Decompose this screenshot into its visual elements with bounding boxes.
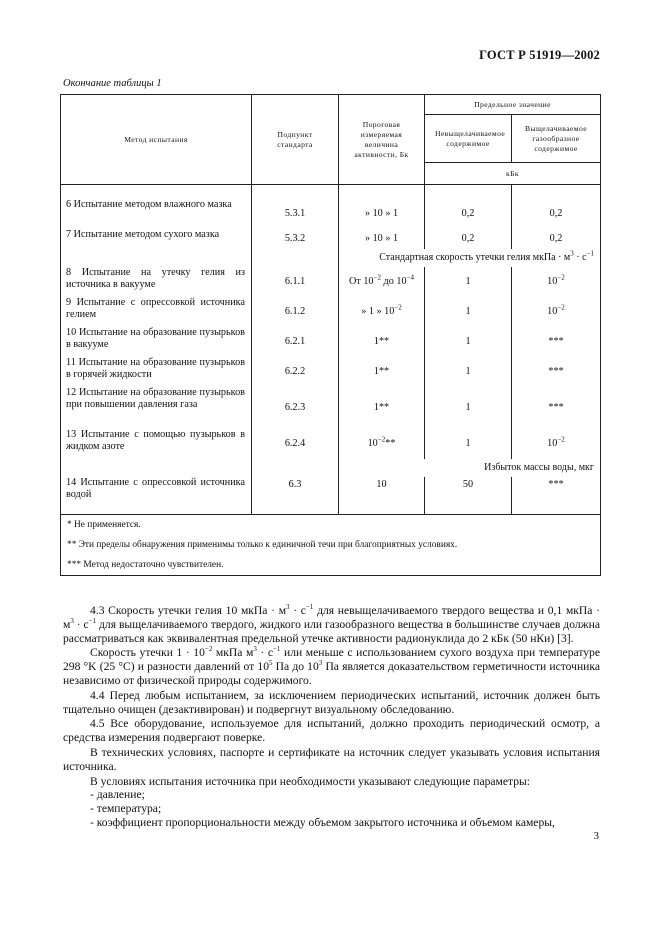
- table-note: *** Метод недостаточно чувствителен.: [61, 555, 601, 576]
- table-row: 13 Испытание с помощью пузырьков в жидком азоте 6.2.4 $10^{-2}**$ 1 $10^{-2}$: [61, 429, 601, 459]
- table-row: 7 Испытание методом сухого мазка 5.3.2 » 10 » 1 0,2 0,2: [61, 229, 601, 249]
- paragraph-leak-rate: Скорость утечки $1 \cdot 10^{-2}$ мкПа $м^3 \cdot с^{-1}$ или меньше с использованием сухого воздуха при температуре 298 °K (25 °C) и разности давлений от $10^5$ Па до $10^3$ Па является доказательством герметичности источника независимо от физической природы содержимого.: [63, 645, 600, 687]
- table-row: 10 Испытание на образование пузырьков в вакууме 6.2.1 1** 1 ***: [61, 327, 601, 357]
- header-method: Метод испытания: [61, 95, 252, 185]
- paragraph-params: В условиях испытания источника при необходимости указывают следующие параметры:: [90, 774, 531, 788]
- table-row: 14 Испытание с опрессовкой источника водой 6.3 10 50 ***: [61, 477, 601, 515]
- list-item: - температура;: [90, 802, 162, 816]
- paragraph-4-5: 4.5 Все оборудование, используемое для испытаний, должно проходить периодический осмотр, а средства измерения подвергают поверке.: [63, 717, 600, 745]
- section-water-excess: Избыток массы воды, мкг: [339, 459, 601, 477]
- list-item: - коэффициент пропорциональности между объемом закрытого источника и объемом камеры,: [90, 815, 555, 829]
- header-threshold: Пороговая измеряемая величина активности, Бк: [339, 95, 425, 185]
- table-row: 11 Испытание на образование пузырьков в горячей жидкости 6.2.2 1** 1 ***: [61, 357, 601, 387]
- table-row: 6 Испытание методом влажного мазка 5.3.1 » 10 » 1 0,2 0,2: [61, 199, 601, 229]
- header-subclause: Подпункт стандарта: [252, 95, 339, 185]
- section-helium-rate: Стандартная скорость утечки гелия мкПа · $м^3 \cdot с^{-1}$: [339, 249, 601, 267]
- table-row: 8 Испытание на утечку гелия из источника в вакууме 6.1.1 От $10^{-2}$ до $10^{-4}$ 1 $10^{-2}$: [61, 267, 601, 297]
- standard-number: ГОСТ Р 51919—2002: [479, 48, 600, 62]
- paragraph-4-3: 4.3 Скорость утечки гелия 10 мкПа · $м^3 \cdot с^{-1}$ для невыщелачиваемого твердого вещества и 0,1 мкПа · $м^3 \cdot с^{-1}$ для выщелачиваемого твердого, жидкого или газообразного вещества в большинстве случаев должна рассматриваться как эквивалентная предельной утечке активности радионуклида до 2 кБк (50 нКи) [3].: [63, 603, 600, 645]
- paragraph-4-4: 4.4 Перед любым испытанием, за исключением периодических испытаний, источник должен быть тщательно очищен (дезактивирован) и подвергнут визуальному обследованию.: [63, 688, 600, 716]
- list-item: - давление;: [90, 788, 145, 802]
- test-methods-table: [60, 94, 601, 576]
- header-leach: Выщелачиваемое газообразное содержимое: [512, 115, 601, 163]
- header-limit: Предельное значение: [425, 95, 601, 115]
- table-row: 12 Испытание на образование пузырьков при повышении давления газа 6.2.3 1** 1 ***: [61, 387, 601, 429]
- table-caption: Окончание таблицы 1: [63, 78, 162, 89]
- header-unit: кБк: [425, 163, 601, 185]
- table-row: 9 Испытание с опрессовкой источника гелием 6.1.2 » 1 » $10^{-2}$ 1 $10^{-2}$: [61, 297, 601, 327]
- header-nonleach: Невыщелачиваемое содержимое: [425, 115, 512, 163]
- page-number: 3: [593, 830, 599, 842]
- table-note: * Не применяется.: [61, 515, 601, 536]
- body-text: [63, 604, 600, 830]
- paragraph-spec: В технических условиях, паспорте и сертификате на источник следует указывать условия испытания источника.: [63, 745, 600, 773]
- table-note: ** Эти пределы обнаружения применимы только к единичной течи при благоприятных условиях.: [61, 535, 601, 555]
